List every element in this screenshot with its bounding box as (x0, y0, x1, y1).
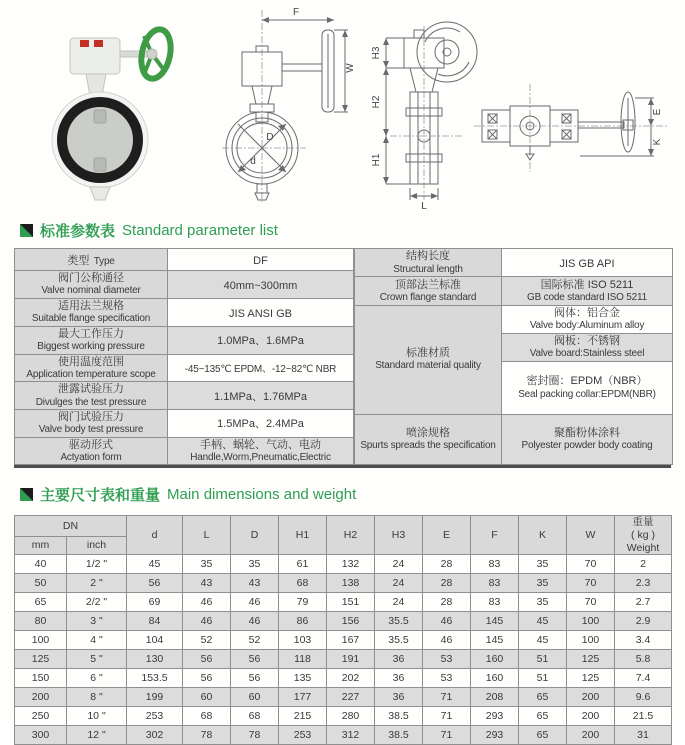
dim-value-cell: 83 (471, 555, 519, 574)
dim-value-cell: 280 (327, 707, 375, 726)
table-row (15, 271, 354, 299)
table-row (355, 305, 673, 333)
dim-value-cell: 53 (423, 650, 471, 669)
dim-value-cell: 5 " (67, 650, 127, 669)
dim-value-cell: 51 (519, 669, 567, 688)
dim-value-cell: 103 (279, 631, 327, 650)
header-dn: DN (15, 516, 127, 536)
table-row (15, 593, 672, 612)
table-row (15, 354, 354, 382)
dim-value-cell: 125 (567, 650, 615, 669)
param-value-cell: -45~135℃ EPDM、-12~82℃ NBR (168, 354, 354, 382)
dim-value-cell: 156 (327, 612, 375, 631)
section1-heading (20, 220, 685, 241)
dim-value-cell: 24 (375, 593, 423, 612)
dim-value-cell: 200 (567, 726, 615, 745)
table-row (15, 299, 354, 327)
dim-value-cell: 45 (519, 612, 567, 631)
dim-value-cell: 65 (519, 688, 567, 707)
param-label-cell: 泄露试验压力 Divulges the test pressure (15, 382, 168, 410)
header-L: L (183, 516, 231, 555)
table-row (355, 277, 673, 305)
dim-value-cell: 253 (127, 707, 183, 726)
red-button (94, 40, 103, 47)
param-value-cell: DF (168, 249, 354, 271)
param-value-cell: 密封圈：EPDM（NBR） Seal packing collar:EPDM(NBR) (502, 361, 673, 414)
header-H1: H1 (279, 516, 327, 555)
dim-value-cell: 200 (567, 707, 615, 726)
section2-heading (20, 484, 685, 505)
param-value-cell: 1.1MPa、1.76MPa (168, 382, 354, 410)
dim-value-cell: 167 (327, 631, 375, 650)
header-H2: H2 (327, 516, 375, 555)
dim-value-cell: 200 (567, 688, 615, 707)
dim-value-cell: 51 (519, 650, 567, 669)
param-label-cell: 喷涂规格 Spurts spreads the specification (355, 414, 502, 465)
dim-value-cell: 40 (15, 555, 67, 574)
dim-label-f: F (292, 7, 300, 18)
dim-value-cell: 38.5 (375, 726, 423, 745)
section-marker-icon (20, 224, 33, 237)
dim-value-cell: 227 (327, 688, 375, 707)
param-label-cell: 结构长度 Structural length (355, 249, 502, 277)
dim-value-cell: 68 (231, 707, 279, 726)
dim-label-h3: H3 (371, 46, 382, 60)
dim-value-cell: 250 (15, 707, 67, 726)
dim-value-cell: 28 (423, 574, 471, 593)
dim-value-cell: 78 (231, 726, 279, 745)
dim-value-cell: 24 (375, 574, 423, 593)
dim-value-cell: 65 (519, 726, 567, 745)
dim-value-cell: 28 (423, 593, 471, 612)
dim-value-cell: 2 (615, 555, 672, 574)
dim-value-cell: 46 (183, 612, 231, 631)
dim-value-cell: 35 (519, 593, 567, 612)
dim-value-cell: 46 (423, 612, 471, 631)
dim-value-cell: 65 (15, 593, 67, 612)
dim-value-cell: 3.4 (615, 631, 672, 650)
dim-label-w: W (345, 63, 356, 73)
dim-label-E: E (652, 108, 663, 116)
dim-value-cell: 45 (519, 631, 567, 650)
dim-label-h2: H2 (371, 95, 382, 109)
dim-value-cell: 200 (15, 688, 67, 707)
dim-value-cell: 45 (127, 555, 183, 574)
dim-value-cell: 199 (127, 688, 183, 707)
section2-title-en: Main dimensions and weight (167, 486, 357, 504)
header-K: K (519, 516, 567, 555)
param-value-cell: JIS ANSI GB (168, 299, 354, 327)
table-row (355, 414, 673, 465)
dim-value-cell: 151 (327, 593, 375, 612)
dim-value-cell: 104 (127, 631, 183, 650)
header-W: W (567, 516, 615, 555)
dim-value-cell: 215 (279, 707, 327, 726)
dim-label-K: K (652, 138, 663, 146)
param-value-cell: 手柄、蜗轮、气动、电动 Handle,Worm,Pneumatic,Electric (168, 437, 354, 465)
dim-value-cell: 177 (279, 688, 327, 707)
dim-value-cell: 4 " (67, 631, 127, 650)
dim-value-cell: 21.5 (615, 707, 672, 726)
dim-value-cell: 50 (15, 574, 67, 593)
table-row (15, 612, 672, 631)
param-label-cell: 驱动形式 Actyation form (15, 437, 168, 465)
dim-value-cell: 125 (567, 669, 615, 688)
dim-value-cell: 145 (471, 631, 519, 650)
dim-value-cell: 145 (471, 612, 519, 631)
dim-value-cell: 36 (375, 688, 423, 707)
dim-value-cell: 9.6 (615, 688, 672, 707)
param-value-cell: 阀板：不锈钢 Valve board:Stainless steel (502, 333, 673, 361)
dim-value-cell: 130 (127, 650, 183, 669)
dim-value-cell: 56 (183, 650, 231, 669)
param-value-cell: 国际标准 ISO 5211 GB code standard ISO 5211 (502, 277, 673, 305)
dim-value-cell: 2.3 (615, 574, 672, 593)
table-header-row (15, 516, 672, 536)
param-label-cell: 使用温度范围 Application temperature scope (15, 354, 168, 382)
dim-value-cell: 100 (567, 612, 615, 631)
dim-value-cell: 125 (15, 650, 67, 669)
dim-value-cell: 12 " (67, 726, 127, 745)
dim-value-cell: 100 (567, 631, 615, 650)
table-row (15, 410, 354, 438)
dim-value-cell: 302 (127, 726, 183, 745)
dim-value-cell: 83 (471, 574, 519, 593)
front-view-drawing (222, 4, 358, 208)
dim-value-cell: 100 (15, 631, 67, 650)
section1-title-en: Standard parameter list (122, 222, 278, 239)
dim-value-cell: 8 " (67, 688, 127, 707)
parameter-table-left (14, 248, 354, 465)
param-value-cell: JIS GB API (502, 249, 673, 277)
table-row (355, 249, 673, 277)
dim-value-cell: 24 (375, 555, 423, 574)
dim-value-cell: 69 (127, 593, 183, 612)
top-view-drawing (472, 80, 672, 176)
dim-value-cell: 153.5 (127, 669, 183, 688)
dim-value-cell: 78 (183, 726, 231, 745)
dim-value-cell: 56 (183, 669, 231, 688)
table-row (15, 555, 672, 574)
header-H3: H3 (375, 516, 423, 555)
param-value-cell: 40mm~300mm (168, 271, 354, 299)
dim-value-cell: 293 (471, 707, 519, 726)
param-value-cell: 1.0MPa、1.6MPa (168, 327, 354, 355)
dim-value-cell: 35 (519, 555, 567, 574)
dim-value-cell: 70 (567, 555, 615, 574)
dim-value-cell: 56 (231, 669, 279, 688)
param-value-cell: 聚酯粉体涂料 Polyester powder body coating (502, 414, 673, 465)
param-value-cell: 阀体：铝合金 Valve body:Aluminum alloy (502, 305, 673, 333)
param-label-cell: 顶部法兰标准 Crown flange standard (355, 277, 502, 305)
dim-value-cell: 35.5 (375, 631, 423, 650)
table-row (15, 631, 672, 650)
header-D: D (231, 516, 279, 555)
dim-value-cell: 36 (375, 669, 423, 688)
dim-value-cell: 70 (567, 593, 615, 612)
dim-value-cell: 60 (231, 688, 279, 707)
dim-value-cell: 46 (183, 593, 231, 612)
dim-value-cell: 56 (127, 574, 183, 593)
dim-value-cell: 1/2 " (67, 555, 127, 574)
dim-value-cell: 71 (423, 726, 471, 745)
table-row (15, 382, 354, 410)
dim-value-cell: 68 (183, 707, 231, 726)
dim-value-cell: 35 (183, 555, 231, 574)
dim-value-cell: 135 (279, 669, 327, 688)
dim-value-cell: 83 (471, 593, 519, 612)
dim-value-cell: 2 " (67, 574, 127, 593)
dim-value-cell: 2/2 " (67, 593, 127, 612)
dim-value-cell: 43 (231, 574, 279, 593)
dim-value-cell: 118 (279, 650, 327, 669)
dim-label-d: d (250, 156, 256, 167)
dim-value-cell: 70 (567, 574, 615, 593)
param-label-cell: 最大工作压力 Biggest working pressure (15, 327, 168, 355)
dim-value-cell: 28 (423, 555, 471, 574)
dim-value-cell: 86 (279, 612, 327, 631)
header-mm: mm (15, 536, 67, 554)
header-weight: 重量 ( kg ) Weight (615, 516, 672, 555)
dim-value-cell: 2.9 (615, 612, 672, 631)
dim-value-cell: 132 (327, 555, 375, 574)
dim-value-cell: 53 (423, 669, 471, 688)
section-marker-icon (20, 488, 33, 501)
header-F: F (471, 516, 519, 555)
table-row (15, 249, 354, 271)
section2-title-zh: 主要尺寸表和重量 (40, 487, 161, 505)
dim-value-cell: 46 (231, 593, 279, 612)
param-label-cell: 阀门公称通径 Valve nominal diameter (15, 271, 168, 299)
dim-value-cell: 79 (279, 593, 327, 612)
dim-value-cell: 60 (183, 688, 231, 707)
param-label-cell: 标准材质 Standard material quality (355, 305, 502, 414)
dim-label-L: L (421, 201, 427, 212)
dim-label-D: D (266, 132, 274, 143)
header-d: d (127, 516, 183, 555)
dim-value-cell: 35 (231, 555, 279, 574)
dim-value-cell: 2.7 (615, 593, 672, 612)
param-label-cell: 类型 Type (15, 249, 168, 271)
table-row (15, 669, 672, 688)
dim-value-cell: 84 (127, 612, 183, 631)
valve-photo (40, 12, 190, 204)
table-row (15, 688, 672, 707)
dim-value-cell: 38.5 (375, 707, 423, 726)
table-row (15, 726, 672, 745)
dim-value-cell: 138 (327, 574, 375, 593)
dim-value-cell: 43 (183, 574, 231, 593)
dim-value-cell: 5.8 (615, 650, 672, 669)
dim-value-cell: 150 (15, 669, 67, 688)
dim-value-cell: 35.5 (375, 612, 423, 631)
table-row (15, 327, 354, 355)
table-row (15, 574, 672, 593)
dim-value-cell: 71 (423, 688, 471, 707)
param-label-cell: 适用法兰规格 Suitable flange specification (15, 299, 168, 327)
param-label-cell: 阀门试验压力 Valve body test pressure (15, 410, 168, 438)
dim-value-cell: 3 " (67, 612, 127, 631)
dim-value-cell: 52 (231, 631, 279, 650)
header-E: E (423, 516, 471, 555)
table-row (15, 650, 672, 669)
dim-value-cell: 46 (231, 612, 279, 631)
dim-value-cell: 202 (327, 669, 375, 688)
dimensions-weight-table (14, 515, 672, 745)
dim-value-cell: 31 (615, 726, 672, 745)
table-row (15, 437, 354, 465)
dim-value-cell: 36 (375, 650, 423, 669)
dim-value-cell: 300 (15, 726, 67, 745)
red-button (80, 40, 89, 47)
technical-drawings (0, 0, 685, 212)
dim-value-cell: 208 (471, 688, 519, 707)
dim-value-cell: 6 " (67, 669, 127, 688)
dim-value-cell: 56 (231, 650, 279, 669)
dim-value-cell: 71 (423, 707, 471, 726)
dim-value-cell: 7.4 (615, 669, 672, 688)
dim-value-cell: 80 (15, 612, 67, 631)
table-row (15, 707, 672, 726)
section1-title-zh: 标准参数表 (40, 223, 116, 240)
dims-table-body (15, 555, 672, 745)
dim-value-cell: 160 (471, 669, 519, 688)
header-inch: inch (67, 536, 127, 554)
dim-value-cell: 52 (183, 631, 231, 650)
dim-value-cell: 61 (279, 555, 327, 574)
dim-value-cell: 10 " (67, 707, 127, 726)
dim-value-cell: 65 (519, 707, 567, 726)
dim-label-h1: H1 (371, 153, 382, 167)
dim-value-cell: 312 (327, 726, 375, 745)
parameter-table-right (354, 248, 673, 465)
side-view-drawing (352, 4, 482, 212)
param-value-cell: 1.5MPa、2.4MPa (168, 410, 354, 438)
standard-parameter-table (14, 248, 671, 468)
dim-value-cell: 68 (279, 574, 327, 593)
dim-value-cell: 46 (423, 631, 471, 650)
dim-value-cell: 191 (327, 650, 375, 669)
dim-value-cell: 35 (519, 574, 567, 593)
dim-value-cell: 293 (471, 726, 519, 745)
dim-value-cell: 253 (279, 726, 327, 745)
dim-value-cell: 160 (471, 650, 519, 669)
